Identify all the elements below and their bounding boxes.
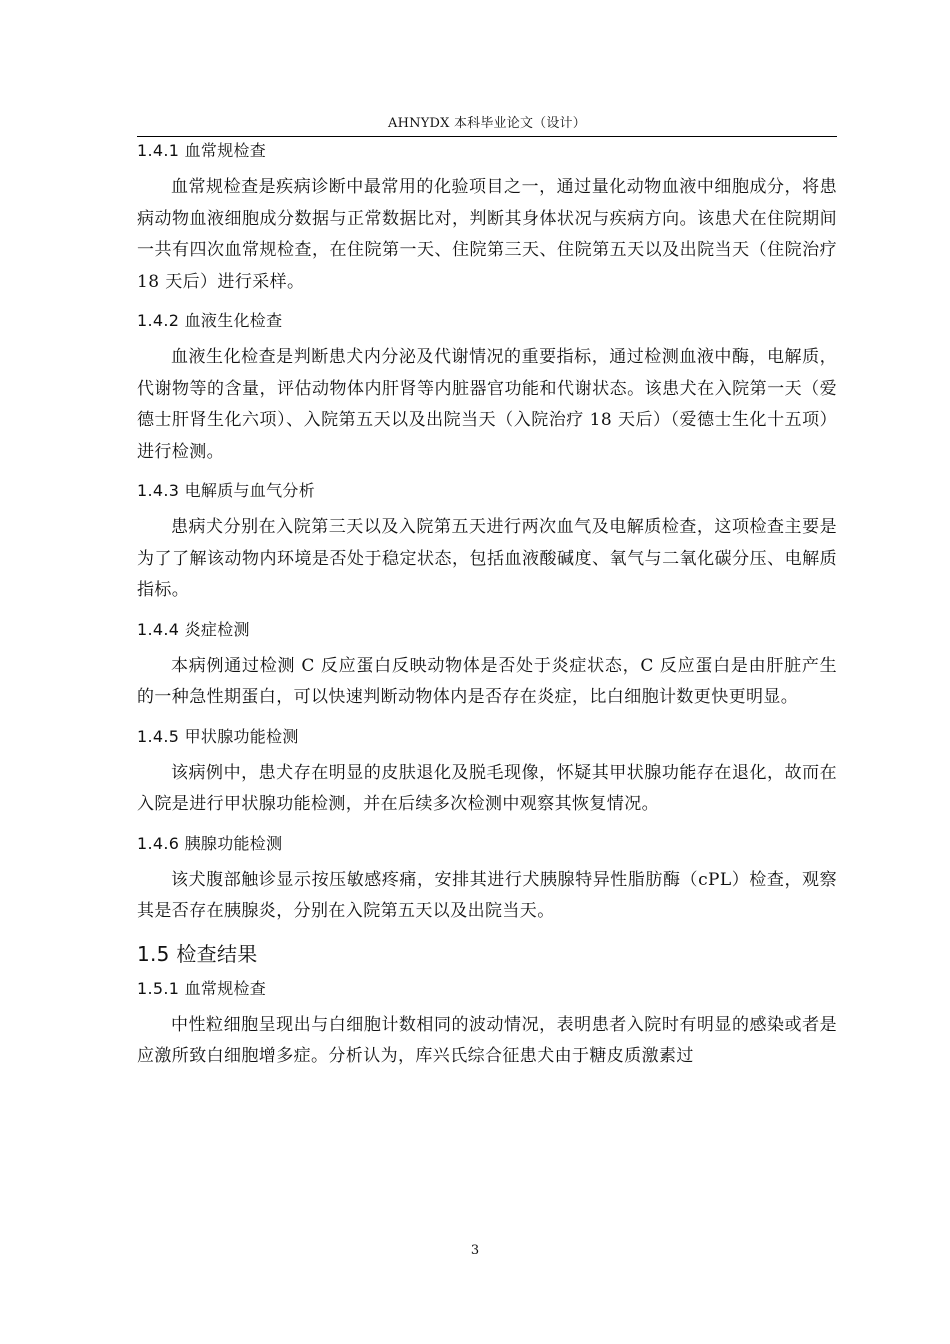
section-1-4-5 [137, 726, 837, 833]
section-heading: 1.4.2 血液生化检查 [137, 311, 283, 330]
section-paragraph: 患病犬分别在入院第三天以及入院第五天进行两次血气及电解质检查，这项检查主要是为了了解该动物内环境是否处于稳定状态，包括血液酸碱度、氧气与二氧化碳分压、电解质指标。 [137, 517, 837, 600]
section-paragraph: 血常规检查是疾病诊断中最常用的化验项目之一，通过量化动物血液中细胞成分，将患病动物血液细胞成分数据与正常数据比对，判断其身体状况与疾病方向。该患犬在住院期间一共有四次血常规检查，在住院第一天、住院第三天、住院第五天以及出院当天（住院治疗 18 天后）进行采样。 [137, 177, 837, 292]
section-heading: 1.4.6 胰腺功能检测 [137, 833, 283, 853]
section-paragraph: 中性粒细胞呈现出与白细胞计数相同的波动情况，表明患者入院时有明显的感染或者是应激所致白细胞增多症。分析认为，库兴氏综合征患犬由于糖皮质激素过 [137, 1014, 837, 1066]
section-1-4-2 [137, 310, 837, 480]
header-rule [137, 136, 837, 137]
section-heading: 1.4.5 甲状腺功能检测 [137, 726, 299, 746]
section-1-5 [137, 940, 837, 1073]
chapter-heading: 1.5 检查结果 [137, 941, 258, 966]
section-1-4-6 [137, 833, 837, 940]
section-paragraph: 血液生化检查是判断患犬内分泌及代谢情况的重要指标，通过检测血液中酶，电解质，代谢物等的含量，评估动物体内肝肾等内脏器官功能和代谢状态。该患犬在入院第一天（爱德士肝肾生化六项）、入院第五天以及出院当天（入院治疗 18 天后）（爱德士生化十五项）进行检测。 [137, 347, 837, 462]
section-paragraph: 该犬腹部触诊显示按压敏感疼痛，安排其进行犬胰腺特异性脂肪酶（cPL）检查，观察其是否存在胰腺炎，分别在入院第五天以及出院当天。 [137, 869, 837, 921]
section-heading: 1.4.3 电解质与血气分析 [137, 481, 315, 500]
section-heading: 1.4.1 血常规检查 [137, 141, 267, 160]
section-heading: 1.4.4 炎症检测 [137, 619, 250, 639]
section-1-4-4 [137, 619, 837, 726]
running-header: AHNYDX 本科毕业论文（设计） [388, 116, 586, 131]
page-content [137, 140, 837, 1073]
page-number: 3 [470, 1243, 480, 1258]
section-1-4-3 [137, 480, 837, 619]
section-1-4-1 [137, 140, 837, 310]
section-paragraph: 本病例通过检测 C 反应蛋白反映动物体是否处于炎症状态，C 反应蛋白是由肝脏产生的一种急性期蛋白，可以快速判断动物体内是否存在炎症，比白细胞计数更快更明显。 [137, 655, 837, 707]
section-paragraph: 该病例中，患犬存在明显的皮肤退化及脱毛现像，怀疑其甲状腺功能存在退化，故而在入院是进行甲状腺功能检测，并在后续多次检测中观察其恢复情况。 [137, 762, 837, 814]
section-heading: 1.5.1 血常规检查 [137, 978, 267, 998]
